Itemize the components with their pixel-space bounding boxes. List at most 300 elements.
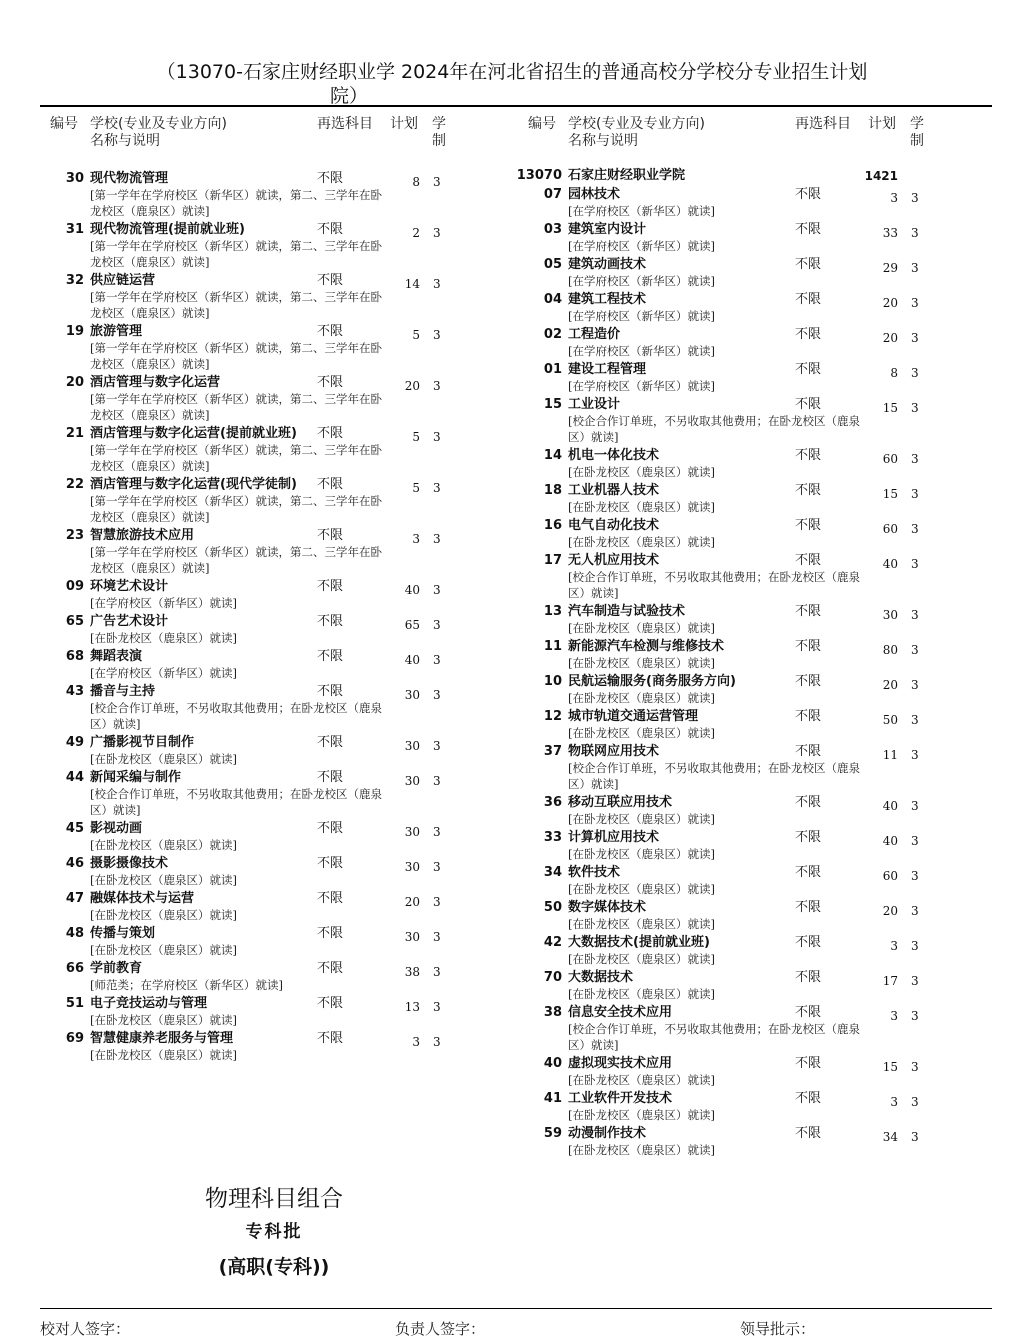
major-plan: 30: [404, 774, 420, 788]
major-row: [44, 171, 499, 219]
major-years: 3: [433, 379, 441, 393]
major-note: [第一学年在学府校区（新华区）就读，第二、三学年在卧龙校区（鹿泉区）就读]: [90, 545, 382, 575]
major-subject: 不限: [795, 1126, 822, 1141]
major-years: 3: [911, 748, 919, 762]
major-note: [校企合作订单班，不另收取其他费用；在卧龙校区（鹿泉区）就读]: [568, 1022, 860, 1052]
major-row: [522, 448, 977, 480]
major-years: 3: [911, 974, 919, 988]
major-code: 36: [543, 795, 562, 810]
major-row: [44, 770, 499, 818]
major-code: 04: [543, 292, 562, 307]
major-subject: 不限: [317, 579, 344, 594]
major-subject: 不限: [317, 821, 344, 836]
major-code: 11: [543, 639, 562, 654]
major-years: 3: [911, 1060, 919, 1074]
major-name: 电子竞技运动与管理: [90, 996, 208, 1011]
major-code: 69: [65, 1031, 84, 1046]
major-plan: 20: [882, 904, 898, 918]
major-name: 融媒体技术与运营: [90, 891, 195, 906]
major-name: 移动互联应用技术: [568, 795, 673, 810]
right-column: [516, 116, 977, 1158]
major-name: 智慧旅游技术应用: [90, 528, 195, 543]
major-subject: 不限: [317, 996, 344, 1011]
major-row: [44, 735, 499, 767]
major-name: 民航运输服务(商务服务方向): [568, 674, 736, 689]
major-subject: 不限: [795, 483, 822, 498]
major-code: 09: [65, 579, 84, 594]
major-subject: 不限: [795, 222, 822, 237]
major-code: 16: [543, 518, 562, 533]
major-note: [在卧龙校区（鹿泉区）就读]: [568, 882, 715, 896]
major-plan: 60: [882, 522, 898, 536]
right-header: [522, 116, 977, 168]
major-row: [44, 926, 499, 958]
major-name: 园林技术: [568, 187, 621, 202]
level-label: (高职(专科)): [218, 1256, 330, 1278]
major-note: [在卧龙校区（鹿泉区）就读]: [568, 847, 715, 861]
major-row: [44, 324, 499, 372]
major-years: 3: [433, 825, 441, 839]
major-row: [44, 579, 499, 611]
major-row: [522, 674, 977, 706]
major-note: [在学府校区（新华区）就读]: [568, 344, 715, 358]
major-plan: 2: [412, 226, 420, 240]
major-plan: 3: [412, 532, 420, 546]
major-years: 3: [911, 1095, 919, 1109]
major-row: [522, 292, 977, 324]
major-row: [522, 865, 977, 897]
major-code: 18: [543, 483, 562, 498]
major-name: 建筑工程技术: [568, 292, 647, 307]
major-years: 3: [911, 296, 919, 310]
major-note: [在卧龙校区（鹿泉区）就读]: [568, 726, 715, 740]
header-plan: 计划: [390, 116, 418, 132]
major-subject: 不限: [317, 684, 344, 699]
header-years: 学 制: [910, 116, 924, 149]
major-plan: 3: [890, 1095, 898, 1109]
major-note: [在卧龙校区（鹿泉区）就读]: [90, 1013, 237, 1027]
major-plan: 5: [412, 430, 420, 444]
major-years: 3: [911, 522, 919, 536]
major-name: 播音与主持: [90, 684, 156, 699]
major-code: 70: [543, 970, 562, 985]
major-years: 3: [911, 557, 919, 571]
major-name: 汽车制造与试验技术: [568, 604, 686, 619]
batch-label: 专科批: [245, 1222, 303, 1242]
major-subject: 不限: [795, 639, 822, 654]
major-note: [在卧龙校区（鹿泉区）就读]: [90, 838, 237, 852]
major-name: 电气自动化技术: [568, 518, 660, 533]
major-plan: 3: [890, 939, 898, 953]
major-code: 41: [543, 1091, 562, 1106]
major-name: 动漫制作技术: [568, 1126, 647, 1141]
major-subject: 不限: [795, 830, 822, 845]
major-code: 65: [65, 614, 84, 629]
major-note: [在卧龙校区（鹿泉区）就读]: [568, 500, 715, 514]
major-subject: 不限: [795, 970, 822, 985]
major-row: [44, 821, 499, 853]
major-note: [校企合作订单班，不另收取其他费用；在卧龙校区（鹿泉区）就读]: [90, 701, 382, 731]
major-plan: 40: [404, 583, 420, 597]
major-name: 建筑室内设计: [568, 222, 647, 237]
major-plan: 65: [404, 618, 420, 632]
major-note: [在学府校区（新华区）就读]: [568, 379, 715, 393]
major-row: [522, 397, 977, 445]
major-years: 3: [911, 869, 919, 883]
major-subject: 不限: [317, 477, 344, 492]
major-plan: 30: [404, 739, 420, 753]
major-row: [44, 996, 499, 1028]
major-plan: 11: [882, 748, 898, 762]
major-code: 43: [65, 684, 84, 699]
major-name: 学前教育: [90, 961, 143, 976]
major-note: [在学府校区（新华区）就读]: [90, 596, 237, 610]
major-subject: 不限: [317, 614, 344, 629]
major-plan: 50: [882, 713, 898, 727]
major-name: 广播影视节目制作: [90, 735, 195, 750]
major-code: 02: [543, 327, 562, 342]
major-name: 大数据技术(提前就业班): [568, 935, 710, 950]
major-years: 3: [433, 481, 441, 495]
major-subject: 不限: [317, 961, 344, 976]
major-subject: 不限: [795, 397, 822, 412]
major-subject: 不限: [317, 528, 344, 543]
major-note: [第一学年在学府校区（新华区）就读，第二、三学年在卧龙校区（鹿泉区）就读]: [90, 494, 382, 524]
major-note: [在卧龙校区（鹿泉区）就读]: [568, 987, 715, 1001]
major-code: 38: [543, 1005, 562, 1020]
major-subject: 不限: [795, 553, 822, 568]
major-name: 影视动画: [90, 821, 143, 836]
major-years: 3: [433, 688, 441, 702]
major-subject: 不限: [317, 1031, 344, 1046]
major-note: [第一学年在学府校区（新华区）就读，第二、三学年在卧龙校区（鹿泉区）就读]: [90, 392, 382, 422]
major-row: [522, 1091, 977, 1123]
major-name: 工程造价: [568, 327, 621, 342]
major-name: 传播与策划: [90, 926, 156, 941]
major-row: [522, 553, 977, 601]
major-years: 3: [911, 713, 919, 727]
major-note: [第一学年在学府校区（新华区）就读，第二、三学年在卧龙校区（鹿泉区）就读]: [90, 239, 382, 269]
major-code: 19: [65, 324, 84, 339]
major-years: 3: [911, 452, 919, 466]
major-row: [44, 528, 499, 576]
major-code: 22: [65, 477, 84, 492]
major-row: [522, 604, 977, 636]
major-subject: 不限: [795, 795, 822, 810]
major-row: [44, 684, 499, 732]
major-name: 广告艺术设计: [90, 614, 169, 629]
major-code: 59: [543, 1126, 562, 1141]
major-row: [522, 483, 977, 515]
major-years: 3: [911, 799, 919, 813]
major-note: [第一学年在学府校区（新华区）就读，第二、三学年在卧龙校区（鹿泉区）就读]: [90, 290, 382, 320]
major-plan: 40: [882, 557, 898, 571]
major-years: 3: [433, 1000, 441, 1014]
major-plan: 34: [882, 1130, 898, 1144]
major-name: 酒店管理与数字化运营(提前就业班): [90, 426, 297, 441]
major-row: [522, 327, 977, 359]
major-years: 3: [433, 895, 441, 909]
major-row: [522, 187, 977, 219]
school-plan: 1421: [864, 169, 898, 183]
major-row: [522, 935, 977, 967]
major-plan: 8: [890, 366, 898, 380]
major-code: 10: [543, 674, 562, 689]
major-plan: 38: [404, 965, 420, 979]
major-code: 46: [65, 856, 84, 871]
major-code: 14: [543, 448, 562, 463]
major-note: [在卧龙校区（鹿泉区）就读]: [568, 1143, 715, 1157]
major-subject: 不限: [317, 856, 344, 871]
major-years: 3: [911, 904, 919, 918]
major-plan: 40: [882, 799, 898, 813]
left-major-list: [44, 171, 499, 1063]
major-note: [在卧龙校区（鹿泉区）就读]: [90, 1048, 237, 1062]
major-row: [522, 222, 977, 254]
major-subject: 不限: [795, 187, 822, 202]
major-subject: 不限: [795, 448, 822, 463]
major-row: [522, 518, 977, 550]
major-code: 07: [543, 187, 562, 202]
major-subject: 不限: [795, 865, 822, 880]
major-note: [在卧龙校区（鹿泉区）就读]: [568, 952, 715, 966]
major-code: 12: [543, 709, 562, 724]
major-note: [师范类；在学府校区（新华区）就读]: [90, 978, 283, 992]
major-name: 建设工程管理: [568, 362, 647, 377]
major-row: [522, 1005, 977, 1053]
major-note: [校企合作订单班，不另收取其他费用；在卧龙校区（鹿泉区）就读]: [568, 414, 860, 444]
major-years: 3: [433, 618, 441, 632]
major-subject: 不限: [795, 744, 822, 759]
major-plan: 20: [882, 296, 898, 310]
major-subject: 不限: [795, 292, 822, 307]
major-plan: 60: [882, 869, 898, 883]
major-code: 33: [543, 830, 562, 845]
major-note: [在学府校区（新华区）就读]: [90, 666, 237, 680]
header-code: 编号: [50, 116, 78, 132]
header-name: 学校(专业及专业方向) 名称与说明: [90, 116, 227, 149]
major-years: 3: [911, 608, 919, 622]
major-name: 建筑动画技术: [568, 257, 647, 272]
major-row: [522, 639, 977, 671]
major-note: [在学府校区（新华区）就读]: [568, 274, 715, 288]
header-plan: 计划: [868, 116, 896, 132]
major-row: [522, 709, 977, 741]
major-years: 3: [911, 678, 919, 692]
major-note: [校企合作订单班，不另收取其他费用；在卧龙校区（鹿泉区）就读]: [568, 570, 860, 600]
major-name: 新闻采编与制作: [90, 770, 182, 785]
title-line-1: （13070-石家庄财经职业学 2024年在河北省招生的普通高校分学校分专业招生计划: [156, 61, 868, 83]
major-plan: 30: [404, 825, 420, 839]
major-code: 45: [65, 821, 84, 836]
major-subject: 不限: [795, 1005, 822, 1020]
major-row: [44, 961, 499, 993]
right-major-list: [522, 187, 977, 1158]
major-row: [522, 970, 977, 1002]
major-plan: 60: [882, 452, 898, 466]
school-name: 石家庄财经职业学院: [568, 168, 686, 183]
major-plan: 30: [404, 688, 420, 702]
major-note: [在卧龙校区（鹿泉区）就读]: [568, 465, 715, 479]
major-subject: 不限: [317, 649, 344, 664]
major-code: 34: [543, 865, 562, 880]
major-note: [在卧龙校区（鹿泉区）就读]: [568, 656, 715, 670]
major-subject: 不限: [795, 518, 822, 533]
major-row: [44, 477, 499, 525]
major-plan: 20: [404, 379, 420, 393]
major-note: [在学府校区（新华区）就读]: [568, 204, 715, 218]
major-note: [第一学年在学府校区（新华区）就读，第二、三学年在卧龙校区（鹿泉区）就读]: [90, 443, 382, 473]
major-name: 智慧健康养老服务与管理: [90, 1031, 234, 1046]
major-plan: 8: [412, 175, 420, 189]
major-code: 30: [65, 171, 84, 186]
major-years: 3: [911, 401, 919, 415]
major-subject: 不限: [317, 273, 344, 288]
major-years: 3: [433, 1035, 441, 1049]
major-years: 3: [911, 939, 919, 953]
major-years: 3: [911, 191, 919, 205]
major-years: 3: [433, 739, 441, 753]
major-years: 3: [911, 261, 919, 275]
major-plan: 40: [882, 834, 898, 848]
major-name: 信息安全技术应用: [568, 1005, 673, 1020]
header-code: 编号: [528, 116, 556, 132]
major-plan: 80: [882, 643, 898, 657]
major-code: 47: [65, 891, 84, 906]
responsible-signature: 负责人签字：: [395, 1320, 486, 1338]
major-years: 3: [911, 366, 919, 380]
major-subject: 不限: [317, 222, 344, 237]
major-years: 3: [911, 331, 919, 345]
major-code: 17: [543, 553, 562, 568]
major-note: [校企合作订单班，不另收取其他费用；在卧龙校区（鹿泉区）就读]: [90, 787, 382, 817]
major-note: [在卧龙校区（鹿泉区）就读]: [90, 908, 237, 922]
major-row: [44, 1031, 499, 1063]
major-subject: 不限: [795, 674, 822, 689]
major-note: [在卧龙校区（鹿泉区）就读]: [568, 535, 715, 549]
major-row: [522, 795, 977, 827]
major-plan: 33: [882, 226, 898, 240]
major-note: [在卧龙校区（鹿泉区）就读]: [568, 1073, 715, 1087]
major-note: [在卧龙校区（鹿泉区）就读]: [90, 752, 237, 766]
major-years: 3: [433, 226, 441, 240]
major-code: 20: [65, 375, 84, 390]
major-row: [522, 900, 977, 932]
major-note: [在卧龙校区（鹿泉区）就读]: [90, 873, 237, 887]
major-plan: 3: [890, 1009, 898, 1023]
major-subject: 不限: [795, 900, 822, 915]
major-code: 01: [543, 362, 562, 377]
major-plan: 20: [882, 678, 898, 692]
major-plan: 5: [412, 328, 420, 342]
major-code: 21: [65, 426, 84, 441]
major-plan: 30: [404, 930, 420, 944]
major-plan: 15: [882, 487, 898, 501]
major-plan: 13: [404, 1000, 420, 1014]
major-years: 3: [433, 965, 441, 979]
major-years: 3: [911, 1130, 919, 1144]
major-code: 05: [543, 257, 562, 272]
major-subject: 不限: [317, 926, 344, 941]
major-subject: 不限: [795, 327, 822, 342]
major-note: [在卧龙校区（鹿泉区）就读]: [568, 621, 715, 635]
header-subject: 再选科目: [795, 116, 851, 132]
major-years: 3: [911, 834, 919, 848]
major-subject: 不限: [795, 1056, 822, 1071]
major-name: 舞蹈表演: [90, 649, 143, 664]
left-header: [44, 116, 499, 168]
major-name: 现代物流管理: [90, 171, 169, 186]
major-plan: 3: [890, 191, 898, 205]
major-note: [在学府校区（新华区）就读]: [568, 239, 715, 253]
major-subject: 不限: [795, 604, 822, 619]
major-name: 酒店管理与数字化运营: [90, 375, 221, 390]
major-name: 城市轨道交通运营管理: [568, 709, 699, 724]
major-row: [44, 273, 499, 321]
major-plan: 40: [404, 653, 420, 667]
major-subject: 不限: [795, 709, 822, 724]
header-subject: 再选科目: [317, 116, 373, 132]
major-code: 50: [543, 900, 562, 915]
major-name: 摄影摄像技术: [90, 856, 169, 871]
major-code: 13: [543, 604, 562, 619]
major-code: 48: [65, 926, 84, 941]
major-name: 供应链运营: [90, 273, 156, 288]
major-row: [44, 891, 499, 923]
major-years: 3: [433, 532, 441, 546]
major-code: 15: [543, 397, 562, 412]
major-note: [在卧龙校区（鹿泉区）就读]: [90, 943, 237, 957]
major-note: [在卧龙校区（鹿泉区）就读]: [568, 917, 715, 931]
left-column: [44, 116, 499, 1063]
major-years: 3: [433, 430, 441, 444]
major-subject: 不限: [317, 171, 344, 186]
major-subject: 不限: [795, 1091, 822, 1106]
major-subject: 不限: [795, 362, 822, 377]
major-plan: 17: [882, 974, 898, 988]
major-name: 机电一体化技术: [568, 448, 660, 463]
major-years: 3: [433, 328, 441, 342]
major-subject: 不限: [317, 891, 344, 906]
major-years: 3: [433, 930, 441, 944]
major-subject: 不限: [317, 770, 344, 785]
proofreader-signature: 校对人签字：: [40, 1320, 131, 1338]
major-name: 酒店管理与数字化运营(现代学徒制): [90, 477, 297, 492]
bottom-rule: [40, 1308, 992, 1309]
major-name: 工业软件开发技术: [568, 1091, 673, 1106]
major-code: 40: [543, 1056, 562, 1071]
major-code: 37: [543, 744, 562, 759]
major-row: [44, 649, 499, 681]
major-name: 软件技术: [568, 865, 621, 880]
major-code: 42: [543, 935, 562, 950]
major-name: 大数据技术: [568, 970, 634, 985]
major-note: [在卧龙校区（鹿泉区）就读]: [90, 631, 237, 645]
major-note: [在卧龙校区（鹿泉区）就读]: [568, 1108, 715, 1122]
major-subject: 不限: [317, 426, 344, 441]
major-note: [在卧龙校区（鹿泉区）就读]: [568, 691, 715, 705]
major-code: 66: [65, 961, 84, 976]
major-plan: 15: [882, 401, 898, 415]
major-plan: 5: [412, 481, 420, 495]
major-years: 3: [911, 1009, 919, 1023]
major-name: 计算机应用技术: [568, 830, 660, 845]
major-row: [522, 744, 977, 792]
major-name: 虚拟现实技术应用: [568, 1056, 673, 1071]
major-code: 32: [65, 273, 84, 288]
major-subject: 不限: [795, 935, 822, 950]
major-plan: 30: [882, 608, 898, 622]
